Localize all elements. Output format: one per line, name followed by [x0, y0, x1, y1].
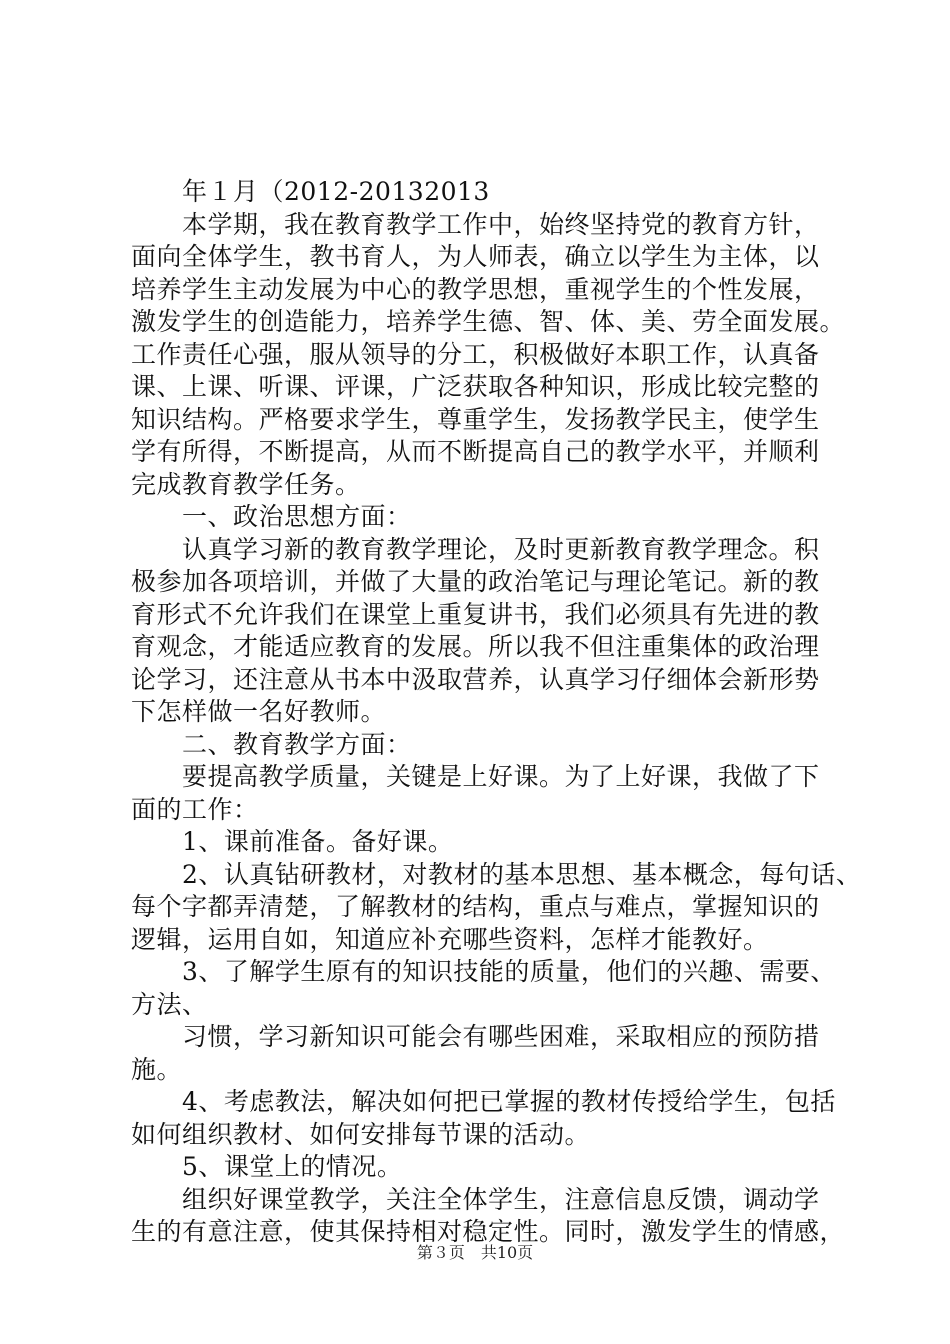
- text-line: 施。: [131, 1055, 183, 1084]
- text-line: 二、教育教学方面：: [131, 730, 412, 759]
- text-line: 育形式不允许我们在课堂上重复讲书，我们必须具有先进的教: [131, 600, 820, 629]
- text-line: 1、课前准备。备好课。: [131, 827, 454, 856]
- text-line: 习惯，学习新知识可能会有哪些困难，采取相应的预防措: [131, 1022, 820, 1051]
- text-line: 激发学生的创造能力，培养学生德、智、体、美、劳全面发展。: [131, 307, 846, 336]
- text-line: 论学习，还注意从书本中汲取营养，认真学习仔细体会新形势: [131, 665, 820, 694]
- text-line: 每个字都弄清楚，了解教材的结构，重点与难点，掌握知识的: [131, 892, 820, 921]
- text-line: 2、认真钻研教材，对教材的基本思想、基本概念，每句话、: [131, 860, 862, 889]
- text-line: 培养学生主动发展为中心的教学思想，重视学生的个性发展，: [131, 275, 820, 304]
- text-line: 生的有意注意，使其保持相对稳定性。同时，激发学生的情感，: [131, 1217, 846, 1246]
- text-line: 工作责任心强，服从领导的分工，积极做好本职工作，认真备: [131, 340, 820, 369]
- text-line: 要提高教学质量，关键是上好课。为了上好课，我做了下: [131, 762, 820, 791]
- text-line: 逻辑，运用自如，知道应补充哪些资料，怎样才能教好。: [131, 925, 769, 954]
- text-line: 育观念，才能适应教育的发展。所以我不但注重集体的政治理: [131, 632, 820, 661]
- text-line: 如何组织教材、如何安排每节课的活动。: [131, 1120, 591, 1149]
- text-line: 本学期，我在教育教学工作中，始终坚持党的教育方针，: [131, 210, 820, 239]
- text-line: 面向全体学生，教书育人，为人师表，确立以学生为主体，以: [131, 242, 820, 271]
- text-line: 一、政治思想方面：: [131, 502, 412, 531]
- text-line: 年１月（2012-20132013: [131, 177, 490, 206]
- text-line: 方法、: [131, 990, 208, 1019]
- text-line: 面的工作：: [131, 795, 259, 824]
- text-line: 学有所得，不断提高，从而不断提高自己的教学水平，并顺利: [131, 437, 820, 466]
- text-line: 3、了解学生原有的知识技能的质量，他们的兴趣、需要、: [131, 957, 836, 986]
- text-line: 完成教育教学任务。: [131, 470, 361, 499]
- text-line: 课、上课、听课、评课，广泛获取各种知识，形成比较完整的: [131, 372, 820, 401]
- text-line: 4、考虑教法，解决如何把已掌握的教材传授给学生，包括: [131, 1087, 836, 1116]
- text-line: 5、课堂上的情况。: [131, 1152, 403, 1181]
- text-line: 认真学习新的教育教学理论，及时更新教育教学理念。积: [131, 535, 820, 564]
- text-line: 下怎样做一名好教师。: [131, 697, 387, 726]
- text-line: 极参加各项培训，并做了大量的政治笔记与理论笔记。新的教: [131, 567, 820, 596]
- text-line: 知识结构。严格要求学生，尊重学生，发扬教学民主，使学生: [131, 405, 820, 434]
- page-footer: 第３页 共10页: [416, 1243, 534, 1262]
- text-line: 组织好课堂教学，关注全体学生，注意信息反馈，调动学: [131, 1185, 820, 1214]
